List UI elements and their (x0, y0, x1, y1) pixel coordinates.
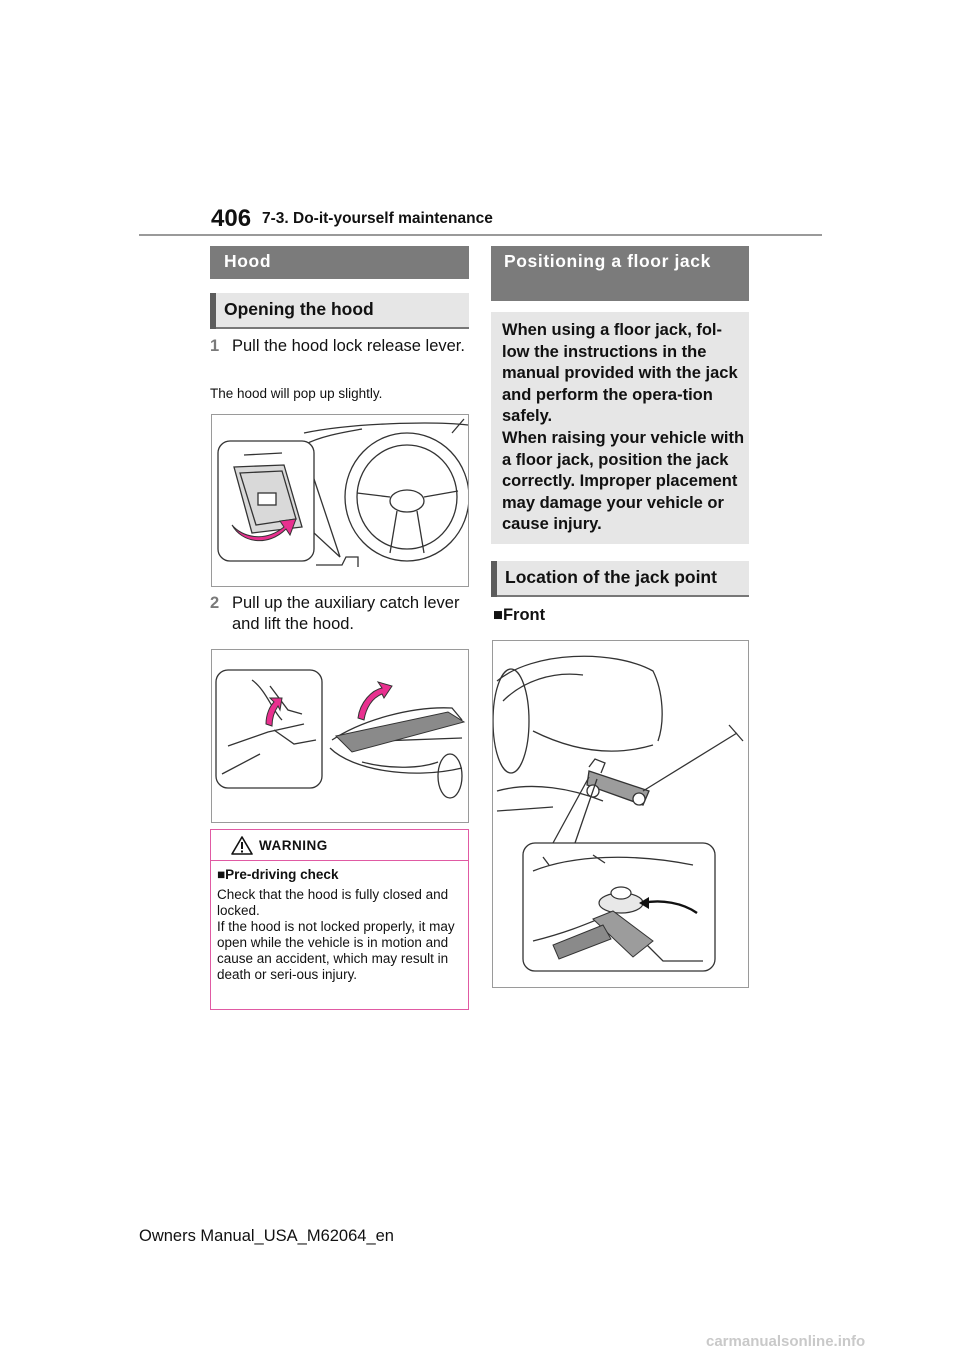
section-title: 7-3. Do-it-yourself maintenance (262, 210, 493, 227)
header-divider (139, 234, 822, 236)
hood-release-lever-illustration (211, 414, 469, 587)
step-1-number: 1 (210, 337, 220, 355)
step-1-text: Pull the hood lock release lever. (232, 337, 465, 355)
floor-jack-heading (491, 246, 749, 301)
page-number: 406 (211, 205, 252, 232)
opening-hood-heading-text: Opening the hood (224, 299, 374, 319)
front-jack-point-drawing (493, 641, 748, 987)
step-2-number: 2 (210, 594, 220, 612)
floor-jack-caution-box (491, 312, 749, 544)
warning-body: Check that the hood is fully closed and locked. If the hood is not locked properly, it may open while the vehicle is in motion and cause an accident, which may result in death or seri-ous injury. (217, 887, 455, 982)
step-2 (210, 593, 469, 637)
auxiliary-catch-lever-drawing (212, 650, 468, 822)
footer-text: Owners Manual_USA_M62064_en (139, 1227, 394, 1245)
step-2-text: Pull up the auxiliary catch lever and lift the hood. (232, 594, 460, 633)
warning-subtitle: ■Pre-driving check (217, 867, 339, 882)
heading-edge-marker (491, 561, 497, 597)
floor-jack-caution-text: When using a floor jack, fol-low the instructions in the manual provided with the jack and perform the opera-tion safely. When raising your vehicle with a floor jack, position the jack correctly. Improper placement may damage your vehicle or cause injury. (502, 321, 745, 534)
jack-point-heading-text: Location of the jack point (505, 567, 717, 587)
warning-header (211, 830, 468, 861)
hood-release-lever-drawing (212, 415, 468, 586)
step-1-note: The hood will pop up slightly. (210, 386, 383, 401)
warning-title: WARNING (259, 838, 328, 853)
front-label: ■Front (493, 606, 546, 624)
hood-heading (210, 246, 469, 279)
warning-box (210, 829, 469, 1010)
warning-triangle-icon (231, 836, 253, 855)
jack-point-heading (491, 561, 749, 597)
floor-jack-heading-text: Positioning a floor jack (504, 251, 711, 271)
auxiliary-catch-lever-illustration (211, 649, 469, 823)
opening-hood-heading (210, 293, 469, 329)
hood-heading-text: Hood (224, 251, 272, 271)
heading-edge-marker (210, 293, 216, 329)
watermark: carmanualsonline.info (706, 1333, 866, 1350)
step-1 (210, 336, 469, 380)
front-jack-point-illustration (492, 640, 749, 988)
